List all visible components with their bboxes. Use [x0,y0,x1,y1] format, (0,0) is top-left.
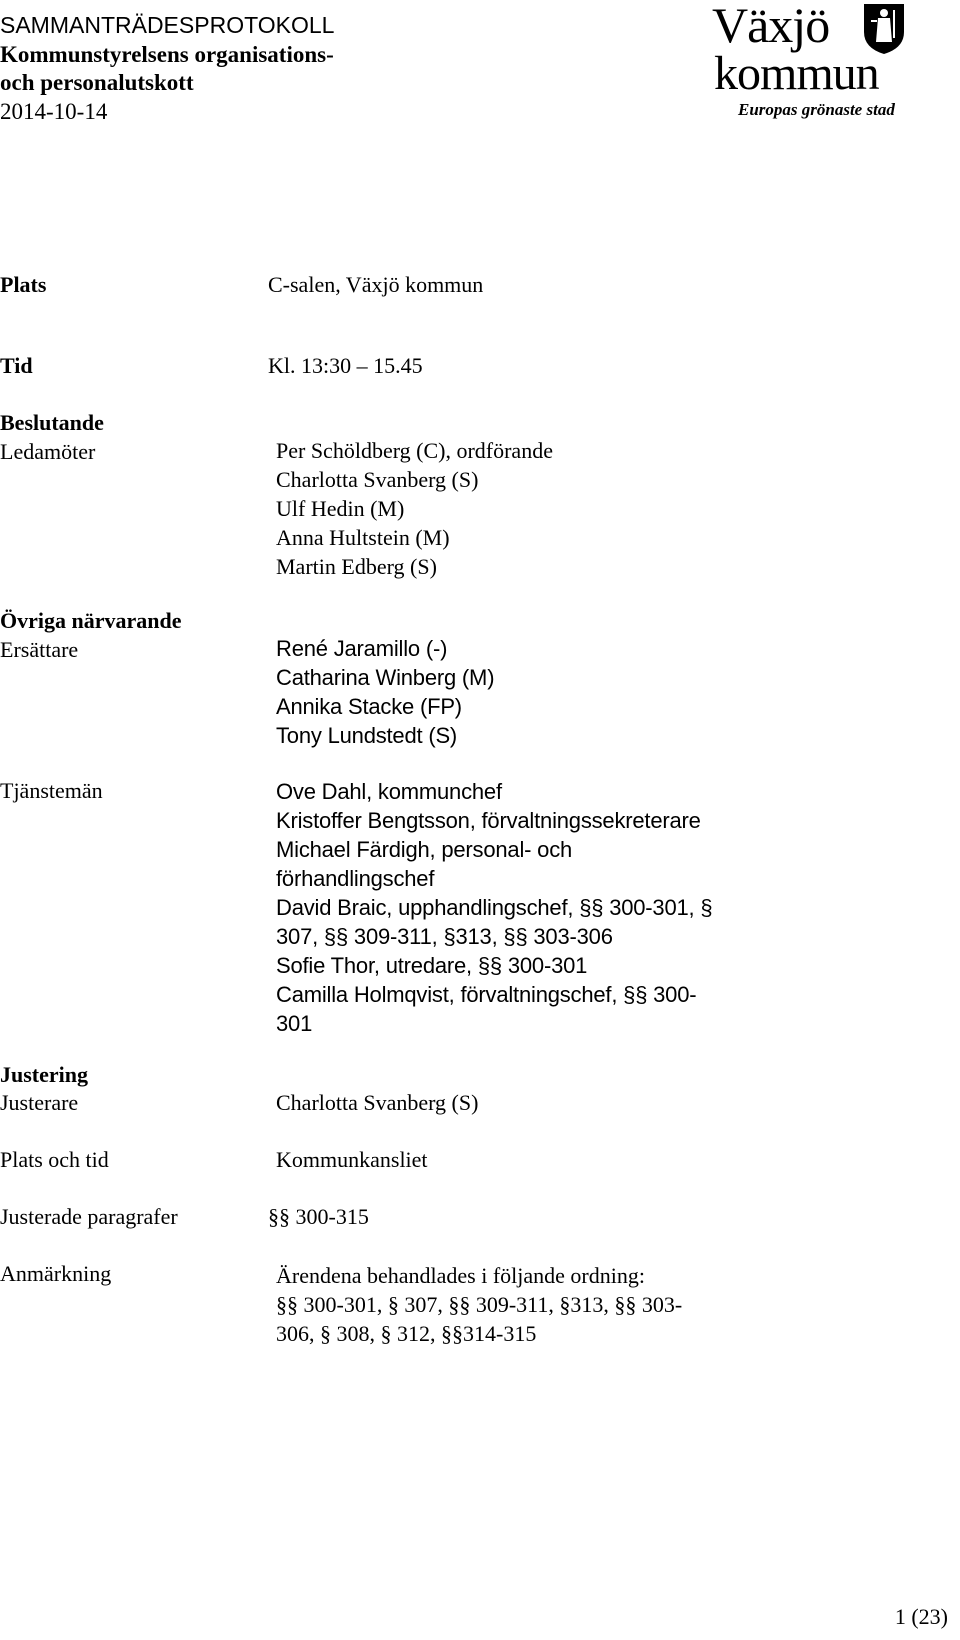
list-item: Camilla Holmqvist, förvaltningschef, §§ 300- [276,982,697,1007]
list-item: Kristoffer Bengtsson, förvaltningssekreterare [276,808,701,833]
anmarkning-line: §§ 300-301, § 307, §§ 309-311, §313, §§ 303- [276,1292,683,1317]
list-item: förhandlingschef [276,866,435,891]
plats-och-tid-label: Plats och tid [0,1147,109,1172]
list-item: Martin Edberg (S) [276,554,437,579]
anmarkning-text [276,1261,682,1348]
anmarkning-label: Anmärkning [0,1261,112,1286]
doc-type: SAMMANTRÄDESPROTOKOLL [0,12,335,38]
list-item: Anna Hultstein (M) [276,525,450,550]
list-item: Catharina Winberg (M) [276,665,495,690]
tjansteman-list [276,777,712,1038]
plats-label: Plats [0,272,47,297]
logo-word-1: Växjö [712,0,830,53]
paragrafer-value: §§ 300-315 [268,1204,369,1229]
list-item: Charlotta Svanberg (S) [276,467,479,492]
beslutande-heading: Beslutande [0,410,104,435]
tid-value: Kl. 13:30 – 15.45 [268,353,423,378]
ledamoter-label: Ledamöter [0,439,96,464]
anmarkning-line: 306, § 308, § 312, §§314-315 [276,1321,537,1346]
justering-heading: Justering [0,1062,88,1087]
list-item: Ove Dahl, kommunchef [276,779,502,804]
meeting-date: 2014-10-14 [0,99,108,124]
list-item: Ulf Hedin (M) [276,496,405,521]
plats-value: C-salen, Växjö kommun [268,272,484,297]
list-item: David Braic, upphandlingschef, §§ 300-301, § [276,895,713,920]
ledamoter-list [276,436,553,581]
page-number: 1 (23) [894,1604,948,1629]
ersattare-list [276,634,494,750]
list-item: 307, §§ 309-311, §313, §§ 303-306 [276,924,613,949]
committee-line-2: och personalutskott [0,70,194,95]
logo-word-2: kommun [714,47,879,100]
justerare-label: Justerare [0,1090,79,1115]
list-item: Sofie Thor, utredare, §§ 300-301 [276,953,588,978]
list-item: Michael Färdigh, personal- och [276,837,573,862]
list-item: Tony Lundstedt (S) [276,723,458,748]
crest-icon [862,2,906,56]
vaxjo-logo [712,0,922,128]
ersattare-label: Ersättare [0,637,79,662]
list-item: 301 [276,1011,313,1036]
list-item: René Jaramillo (-) [276,636,448,661]
committee-line-1: Kommunstyrelsens organisations- [0,42,334,67]
paragrafer-label: Justerade paragrafer [0,1204,178,1229]
logo-tagline: Europas grönaste stad [738,100,895,119]
ovriga-heading: Övriga närvarande [0,608,182,633]
list-item: Per Schöldberg (C), ordförande [276,438,553,463]
tid-label: Tid [0,353,33,378]
tjansteman-label: Tjänstemän [0,778,103,803]
justerare-value: Charlotta Svanberg (S) [276,1090,479,1115]
anmarkning-line: Ärendena behandlades i följande ordning: [276,1263,645,1288]
list-item: Annika Stacke (FP) [276,694,462,719]
plats-och-tid-value: Kommunkansliet [276,1147,428,1172]
